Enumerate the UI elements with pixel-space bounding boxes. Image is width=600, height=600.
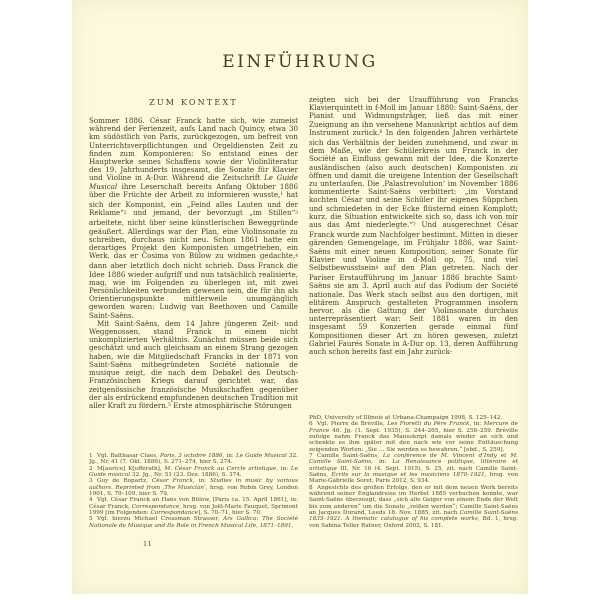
- page-title: EINFÜHRUNG: [222, 52, 378, 72]
- left-footnotes: [89, 453, 298, 529]
- text-run: 32. Jg., Nr. 51 (23. Dez. 1886), S. 374.: [130, 471, 242, 478]
- text-run: , in:: [222, 452, 236, 459]
- body-paragraph: [89, 117, 298, 320]
- text-run: hat sich der Komponist, ein „Feind alles Lauten und der Reklame“: [89, 189, 298, 218]
- text-run: , hrsg. von Robin Grey, London 1901, S. 79–109, hier S. 79.: [89, 484, 298, 497]
- footnote-reference: 4: [295, 253, 298, 259]
- left-column: [89, 96, 298, 529]
- text-run: Le Guide Musical: [89, 173, 298, 191]
- text-run: Correspondance: [131, 503, 180, 510]
- text-run: Und ausgerechnet César Franck wurde zum Nachfolger bestimmt. Mitten in dieser gärenden Gemengelage, im Frühjahr 1886, war Saint-Saëns mit einer neuen Komposition, seiner Sonate für Klavier und Violine in d-Moll op. 75, und viel Selbstbewusstsein: [309, 220, 518, 273]
- right-column: [309, 96, 518, 529]
- text-run: Mercure de France: [309, 421, 518, 434]
- footnote-number: 1: [89, 452, 93, 459]
- text-run: Angesichts des großen Erfolgs, den er mit dem neuen Werk bereits während seiner Englandreise im Herbst 1885 verbuchen konnte, war Saint-Saëns überzeugt, dass „sich alle Geiger von einem Ende der Welt bis zum anderen“ um die Sonate „reißen werden“; Camille Saint-Saëns an Jacques Durand, Leeds 18. Nov. 1885, zit. nach: [309, 484, 518, 516]
- text-run: Camille Saint-Saëns 1835–1921. A thematic catalogue of his complete works: [309, 509, 518, 523]
- footnote-number: 7: [309, 452, 313, 459]
- text-run: M. César Franck au Cercle artistique: [164, 465, 277, 472]
- footnote: [309, 453, 518, 485]
- footnote-reference: 6: [379, 130, 383, 136]
- text-run: Ars Gallica: The Société Nationale de Musique and Its Role in French Musical Life, 1871–1891: [89, 516, 298, 529]
- text-run: PhD, University of Illinois at Urbana-Champaign 1998, S. 125–142.: [309, 414, 503, 421]
- body-paragraph: [89, 320, 298, 412]
- text-run: Les Fioretti du Père Franck: [387, 421, 470, 428]
- text-run: , in:: [276, 465, 291, 472]
- text-run: Camille Saint-Saëns,: [317, 452, 383, 459]
- text-run: arbeitete, nicht über seine künstlerischen Beweggründe geäußert. Allerdings war der Plan, eine Violinsonate zu schreiben, durchaus nicht neu. Schon 1861 hatte ein derartiges Projekt den Komponisten umgetrieben, ein Werk, das er Cosima von Bülow zu widmen gedachte,: [89, 218, 298, 261]
- text-run: Studies in music by various authors. Reprinted from ‚The Musician‘: [89, 478, 298, 491]
- text-run: M[aurice] K[ufferath],: [97, 465, 165, 472]
- text-run: Erste atmosphärische Störungen: [170, 400, 292, 410]
- text-run: Écrits sur la musique et les musiciens 1870–1921: [331, 471, 485, 478]
- footnote: [89, 497, 298, 516]
- text-run: , in:: [469, 421, 484, 428]
- text-run: , hrsg. von Joël-Marie Fauquet, Sprimont 1999 [im Folgenden:: [89, 503, 298, 516]
- footnote-reference: 7: [412, 222, 416, 228]
- text-run: , hrsg. von Marie-Gabrielle Soret, Paris 2012, S. 934.: [309, 471, 518, 485]
- text-run: Vgl. Pierre de Bréville,: [317, 421, 388, 428]
- text-columns: [72, 96, 528, 529]
- footnote: [309, 421, 518, 453]
- text-run: , Bd. 1, hrsg. von Sabina Teller Ratner, Oxford 2002, S. 181.: [309, 516, 518, 529]
- footnote-reference: 5: [168, 403, 171, 409]
- text-run: und jemand, der bevorzugt „im Stillen“: [126, 208, 296, 218]
- footnote-reference: 3: [295, 210, 298, 216]
- text-run: Vgl. hierzu Michael Creasman Strasser,: [97, 516, 223, 523]
- text-run: auf den Plan getreten. Nach der Pariser Erstaufführung im Januar 1886 brachte Saint-Saëns sie am 3. April auch auf das Podium der Société nationale. Das Werk stach selbst aus den dortigen, mit elitärem Anspruch gestalteten Programmen insofern hervor, als die Gattung der Violinsonate durchaus unterrepräsentiert war: Seit 1881 waren in den insgesamt 59 Konzerten gerade einmal fünf Kompositionen dieser Art zu hören gewesen, zuletzt Gabriel Faurés Sonate in A-Dur op. 13, deren Aufführung auch schon bereits fast ein Jahr zurück-: [309, 263, 518, 357]
- right-footnotes: [309, 415, 518, 529]
- text-run: ], S. 70–71, hier S. 70.: [197, 509, 262, 516]
- text-run: Le Guide musical: [89, 465, 298, 478]
- footnote-number: 5: [89, 516, 93, 523]
- text-run: César Franck: [151, 478, 193, 485]
- text-run: In den folgenden Jahren verhärtete sich das Verhältnis der beiden zunehmend, und zwar in dem Maße, wie der Schülerkreis um Franck in der Société an Einfluss gewann mit der Idee, die Konzerte ausländischen (also auch deutschen) Komponisten zu öffnen und damit die ureigene Intention der Gesellschaft zu unterlaufen. Die ‚Palastrevolution‘ im November 1886 kommentierte Saint-Saëns verbittert: „im Vorstand kochten César und seine Schüler ihr eigenes Süppchen und schmiedeten in der Ecke flüsternd einen Komplott; kurz, die Situation entwickelte sich so, dass ich von mir aus das Amt niederlegte.“: [309, 127, 518, 230]
- text-run: Le Guide Musical: [235, 452, 287, 459]
- text-run: Vgl. César Franck an Hans von Bülow, [Paris ca. 15. April 1861], in: César Franck,: [89, 497, 298, 510]
- text-run: 46. Jg. (1. Sept. 1935), S. 244–265, hier S. 258–259. Bréville zufolge nahm Franck das Manuskript damals wieder an sich und schenkte es ihm später mit den nach wie vor seine Enttäuschung zeigenden Worten: „Sie … Sie werden es bewahren.“ [ebd., S. 259].: [309, 427, 518, 453]
- text-run: Mit Saint-Saëns, dem 14 Jahre jüngeren Zeit- und Weggenossen, stand Franck in einem nicht unkomplizierten Verhältnis. Zunächst müssen beide sich geschätzt und auch gleichsam an einem Strang gezogen haben, wie die Mitgliedschaft Francks in der 1871 von Saint-Saëns mitbegründeten Société nationale de musique zeigt, die nach dem Debakel des Deutsch-Französischen Kriegs darauf gerichtet war, das zeitgenössische französische Musikschaffen gegenüber der als erdrückend empfundenen deutschen Tradition mit aller Kraft zu fördern.: [89, 318, 298, 410]
- footnote-number: 4: [89, 497, 93, 504]
- text-run: , in:: [371, 459, 393, 466]
- footnote: [89, 466, 298, 479]
- text-run: Vgl. Balthasar Claes,: [97, 452, 160, 459]
- text-run: , in:: [192, 478, 211, 485]
- text-run: Correspondance: [150, 509, 198, 516]
- text-run: 32. Jg., Nr. 41 (7. Okt. 1886), S. 271–274, hier S. 274.: [89, 452, 298, 466]
- text-run: zeigten sich bei der Uraufführung von Francks Klavierquintett in f-Moll im Januar 1880: Saint-Saëns, der Pianist und Widmungsträger, ließ das mit einer Zueignung an ihn versehene Manuskript achtlos auf dem Instrument zurück.: [309, 96, 518, 137]
- text-run: Paris, 3 octobre 1886: [160, 452, 223, 459]
- text-run: La conférence de M. Vincent d’Indy et M. Camille Saint-Saëns: [309, 452, 518, 466]
- body-paragraph: [309, 96, 518, 356]
- section-heading: ZUM KONTEXT: [149, 98, 238, 107]
- footnote-number: 8: [309, 484, 313, 491]
- footnote-reference: 2: [123, 210, 127, 216]
- footnote-number: 6: [309, 421, 313, 428]
- text-run: Guy de Ropartz,: [97, 478, 152, 485]
- footnote: [309, 485, 518, 529]
- text-run: III, Nr. 16 (4. Sept. 1915), S. 25, zit. nach Camille Saint-Saëns,: [309, 465, 518, 478]
- footnote: [89, 478, 298, 497]
- text-run: Sommer 1886. César Franck hatte sich, wie zumeist während der Ferienzeit, aufs Land nach Quincy, etwa 30 km südöstlich von Paris, zurückgezogen, um befreit von Unterrichtsverpflichtungen und Orgeldiensten Zeit zu finden zum Komponieren: So entstand eines der Hauptwerke seines Schaffens sowie der Violinliteratur des 19. Jahrhunderts insgesamt, die Sonate für Klavier und Violine in A-Dur. Während die Zeitschrift: [89, 116, 298, 183]
- right-body-text: [309, 96, 518, 356]
- footnote-reference: 8: [375, 265, 379, 271]
- left-body-text: [89, 117, 298, 412]
- text-run: ihre Leserschaft bereits Anfang Oktober 1886 über die Früchte der Arbeit zu informieren wusste,: [89, 181, 298, 199]
- text-run: ,: [291, 522, 294, 529]
- footnote: [89, 453, 298, 466]
- footnote-reference: 1: [280, 192, 284, 198]
- footnote-number: 2: [89, 465, 93, 472]
- footnote: [89, 516, 298, 529]
- page-number: 11: [143, 540, 153, 548]
- book-page: [72, 0, 528, 594]
- text-run: dann aber letztlich doch nicht schrieb. Dass Franck die Idee 1886 wieder aufgriff und nun tatsächlich realisierte, mag, wie im Folgenden zu überlegen ist, mit zwei Persönlichkeiten verbunden gewesen sein, die für ihn als Orientierungspunkte mittlerweile unumgänglich geworden waren: Ludwig van Beethoven und Camille Saint-Saëns.: [89, 261, 298, 320]
- footnote-number: 3: [89, 478, 93, 485]
- text-run: La Renaissance politique, littéraire et artistique: [309, 459, 518, 472]
